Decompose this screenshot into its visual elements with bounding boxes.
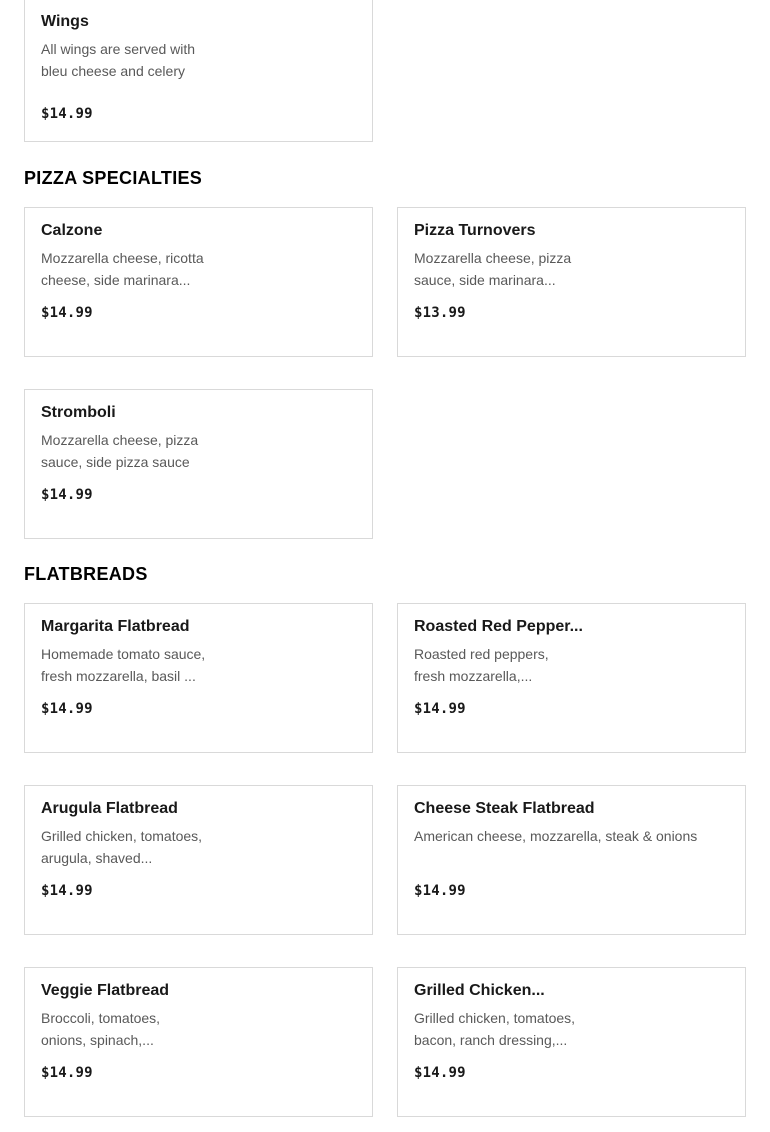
menu-item-name: Arugula Flatbread: [41, 800, 178, 817]
menu-item-name: Roasted Red Pepper...: [414, 618, 583, 635]
menu-item-price: $14.99: [414, 1065, 466, 1081]
menu-item-price: $14.99: [41, 1065, 93, 1081]
menu-item-description-line: arugula, shaved...: [41, 850, 153, 866]
menu-item-description-line: fresh mozzarella,...: [414, 668, 533, 684]
menu-item-description-line: onions, spinach,...: [41, 1032, 154, 1048]
section-title-flatbreads: FLATBREADS: [24, 564, 148, 584]
menu-item-description-line: Grilled chicken, tomatoes,: [414, 1010, 576, 1026]
menu-item-name: Stromboli: [41, 404, 116, 421]
menu-item-description: [41, 429, 221, 473]
menu-item-name: Grilled Chicken...: [414, 982, 545, 999]
menu-item-name: Pizza Turnovers: [414, 222, 536, 239]
menu-item-description-line: American cheese, mozzarella, steak & onions: [414, 828, 698, 844]
menu-item-price: $14.99: [41, 305, 93, 321]
section-title-pizza-specialties: PIZZA SPECIALTIES: [24, 168, 203, 188]
menu-item-card-margarita-flatbread[interactable]: [24, 603, 373, 753]
menu-item-description-line: Mozzarella cheese, ricotta: [41, 250, 204, 266]
menu-item-name: Cheese Steak Flatbread: [414, 800, 595, 817]
menu-item-price: $14.99: [414, 701, 466, 717]
menu-item-description: [414, 825, 714, 847]
menu-item-card-grilled-chicken[interactable]: [397, 967, 746, 1117]
menu-item-description: [414, 247, 594, 291]
menu-item-description-line: fresh mozzarella, basil ...: [41, 668, 196, 684]
menu-item-description: [41, 643, 221, 687]
menu-item-price: $14.99: [41, 106, 93, 122]
menu-item-name: Margarita Flatbread: [41, 618, 190, 635]
menu-item-card-arugula-flatbread[interactable]: [24, 785, 373, 935]
menu-item-description: [41, 1007, 221, 1051]
menu-item-card-stromboli[interactable]: [24, 389, 373, 539]
menu-item-card-cheese-steak-flatbread[interactable]: [397, 785, 746, 935]
menu-item-description-line: Mozzarella cheese, pizza: [41, 432, 199, 448]
menu-item-description-line: sauce, side marinara...: [414, 272, 556, 288]
menu-item-card-pizza-turnovers[interactable]: [397, 207, 746, 357]
menu-item-price: $14.99: [41, 883, 93, 899]
menu-item-description-line: Grilled chicken, tomatoes,: [41, 828, 203, 844]
menu-item-description-line: bacon, ranch dressing,...: [414, 1032, 568, 1048]
menu-item-description-line: Broccoli, tomatoes,: [41, 1010, 161, 1026]
menu-item-card-roasted-red-pepper[interactable]: [397, 603, 746, 753]
menu-item-card-calzone[interactable]: [24, 207, 373, 357]
menu-item-price: $14.99: [41, 701, 93, 717]
menu-item-description-line: cheese, side marinara...: [41, 272, 191, 288]
menu-item-description: [41, 825, 221, 869]
menu-item-description-line: All wings are served with: [41, 41, 196, 57]
menu-item-description-line: Homemade tomato sauce,: [41, 646, 206, 662]
menu-item-description: [41, 247, 221, 291]
menu-item-name: Wings: [41, 13, 89, 30]
menu-item-name: Calzone: [41, 222, 103, 239]
menu-item-description: [41, 38, 221, 82]
menu-item-card-wings[interactable]: [24, 0, 373, 142]
menu-item-price: $13.99: [414, 305, 466, 321]
menu-item-card-veggie-flatbread[interactable]: [24, 967, 373, 1117]
menu-item-description-line: sauce, side pizza sauce: [41, 454, 190, 470]
menu-item-description-line: Roasted red peppers,: [414, 646, 549, 662]
menu-item-name: Veggie Flatbread: [41, 982, 170, 999]
menu-item-description-line: Mozzarella cheese, pizza: [414, 250, 572, 266]
menu-item-price: $14.99: [41, 487, 93, 503]
menu-item-description: [414, 1007, 594, 1051]
menu-item-description-line: bleu cheese and celery: [41, 63, 185, 79]
menu-item-description: [414, 643, 594, 687]
menu-item-price: $14.99: [414, 883, 466, 899]
